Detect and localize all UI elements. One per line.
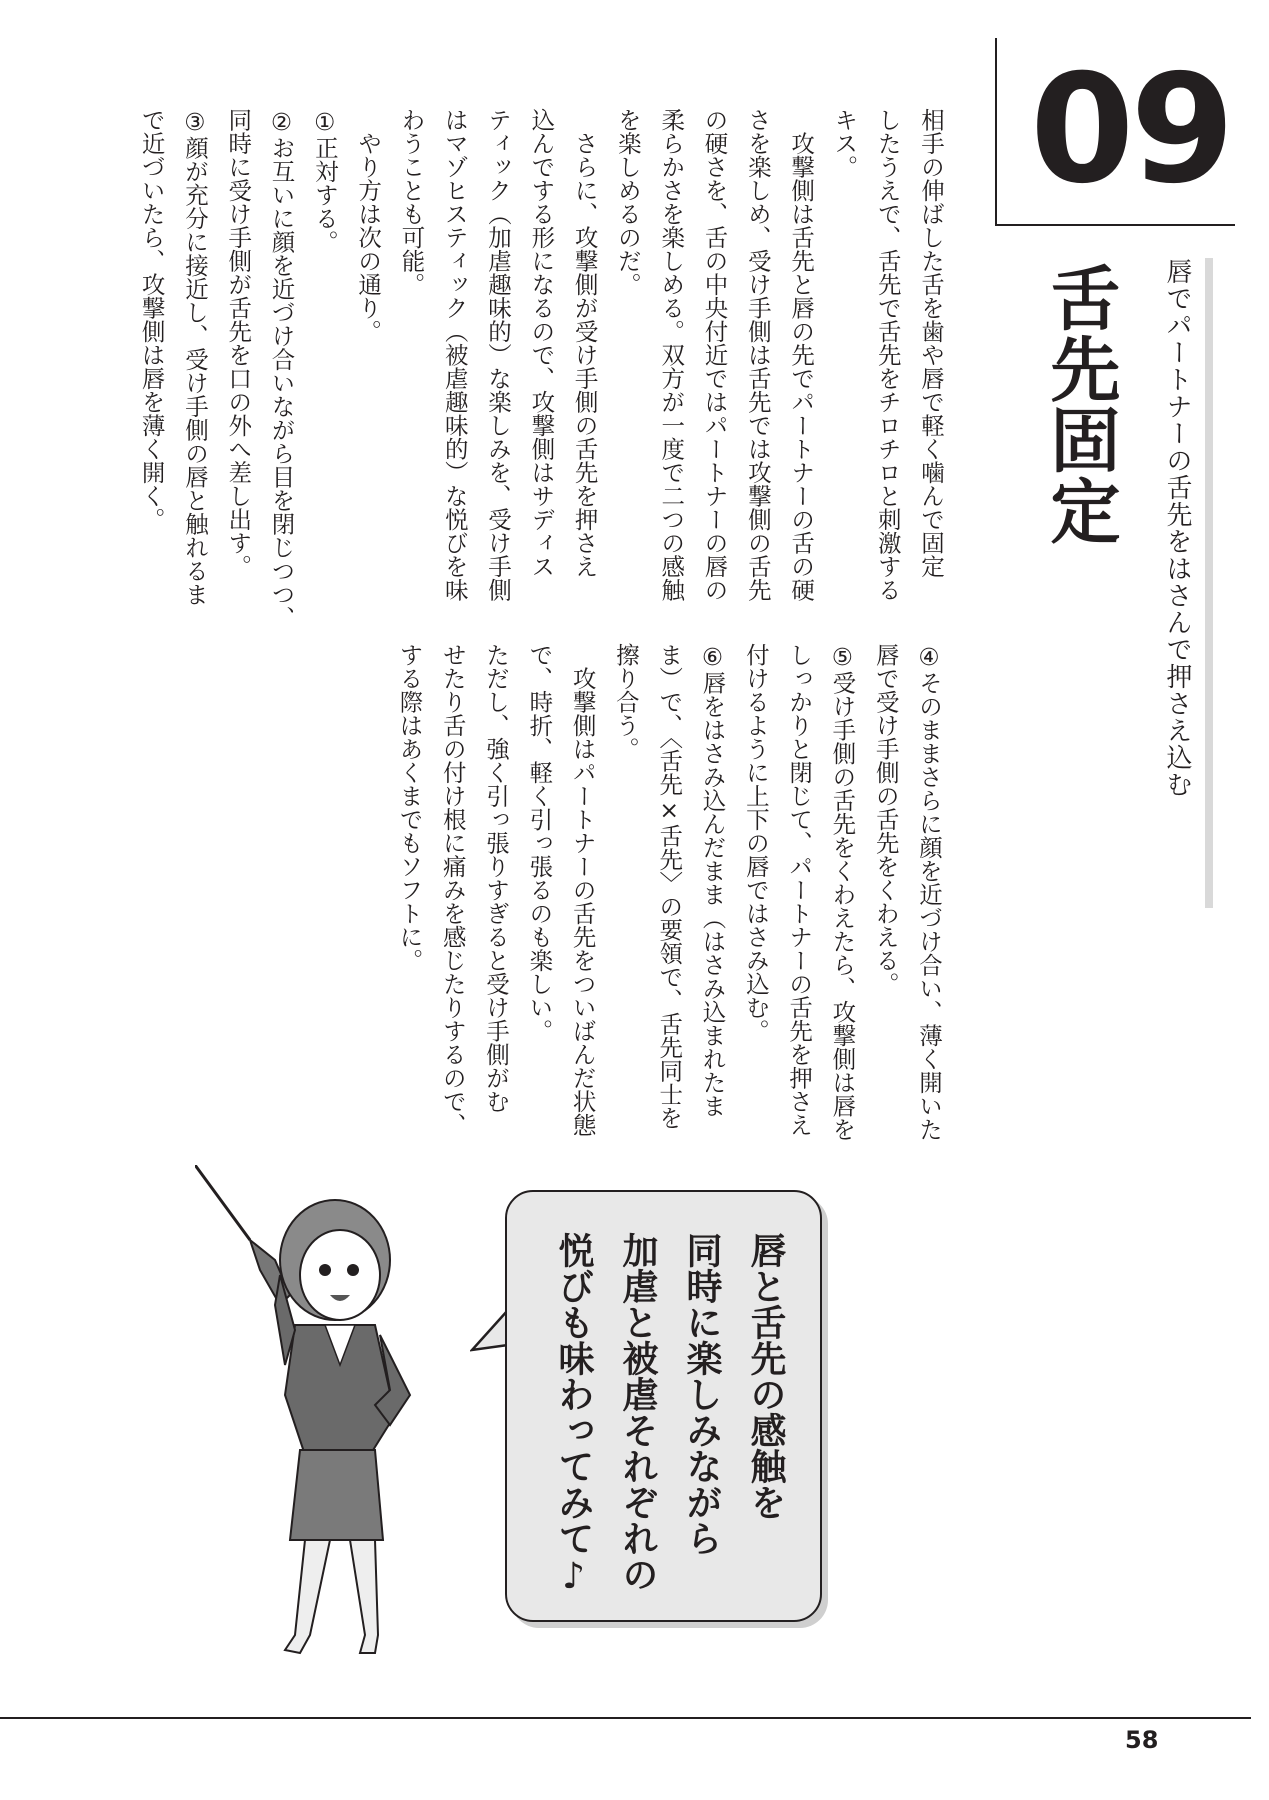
text-column: を楽しめるのだ。	[613, 108, 642, 296]
speech-bubble-tail	[470, 1305, 510, 1365]
text-column: やり方は次の通り。	[354, 108, 383, 343]
text-column: したうえで、舌先で舌先をチロチロと刺激する	[873, 108, 902, 602]
page-title: 舌先固定	[1039, 262, 1121, 546]
speech-bubble-text	[537, 1232, 797, 1597]
text-column: 付けるように上下の唇ではさみ込む。	[741, 643, 770, 1043]
page-subtitle: 唇でパートナーの舌先をはさんで押さえ込む	[1162, 258, 1192, 798]
subtitle-accent-bar	[1205, 258, 1213, 908]
bubble-line: 加虐と被虐それぞれの	[617, 1232, 658, 1592]
text-column: 相手の伸ばした舌を歯や唇で軽く噛んで固定	[917, 108, 945, 578]
text-column: ⑤受け手側の舌先をくわえたら、攻撃側は唇を	[828, 643, 857, 1141]
text-column: さらに、攻撃側が受け手側の舌先を押さえ	[570, 108, 599, 578]
text-column: する際はあくまでもソフトに。	[395, 643, 424, 972]
text-column: 擦り合う。	[611, 643, 640, 761]
text-column: 柔らかさを楽しめる。双方が一度で二つの感触	[657, 108, 686, 602]
text-column: ④そのままさらに顔を近づけ合い、薄く開いた	[915, 643, 943, 1141]
text-column: さを楽しめ、受け手側は舌先では攻撃側の舌先	[743, 108, 772, 602]
text-column: ③顔が充分に接近し、受け手側の唇と触れるま	[180, 108, 209, 606]
body-text-upper	[129, 108, 952, 630]
text-column: ま）で、〈舌先×舌先〉の要領で、舌先同士を	[655, 643, 684, 1130]
speech-bubble	[505, 1190, 822, 1622]
text-column: 込んでする形になるので、攻撃側はサディス	[527, 108, 556, 578]
bubble-line: 同時に楽しみながら	[681, 1232, 722, 1556]
text-column: 攻撃側は舌先と唇の先でパートナーの舌の硬	[787, 108, 816, 602]
bubble-line: 唇と舌先の感触を	[745, 1232, 786, 1520]
bubble-line: 悦びも味わってみて♪	[553, 1232, 594, 1597]
text-column: キス。	[830, 108, 859, 179]
text-column: せたり舌の付け根に痛みを感じたりするので、	[438, 643, 467, 1137]
text-column: の硬さを、舌の中央付近ではパートナーの唇の	[700, 108, 729, 602]
text-column: で近づいたら、攻撃側は唇を薄く開く。	[137, 108, 166, 531]
text-column: 同時に受け手側が舌先を口の外へ差し出す。	[224, 108, 253, 578]
text-column: 唇で受け手側の舌先をくわえる。	[871, 643, 900, 996]
text-column: はマゾヒスティック（被虐趣味的）な悦びを味	[440, 108, 469, 602]
text-column: で、時折、軽く引っ張るのも楽しい。	[525, 643, 554, 1043]
page-number: 58	[1125, 1726, 1159, 1754]
text-column: ただし、強く引っ張りすぎると受け手側がむ	[482, 643, 511, 1113]
body-text-lower	[387, 643, 950, 1141]
text-column: しっかりと閉じて、パートナーの舌先を押さえ	[785, 643, 814, 1137]
instructor-illustration	[195, 1165, 505, 1665]
text-column: 攻撃側はパートナーの舌先をついばんだ状態	[568, 643, 597, 1137]
chapter-number: 09	[1030, 43, 1231, 217]
text-column: ⑥唇をはさみ込んだまま（はさみ込まれたま	[698, 643, 727, 1118]
text-column: ②お互いに顔を近づけ合いながら目を閉じつつ、	[267, 108, 296, 630]
text-column: ①正対する。	[310, 108, 339, 254]
text-column: ティック（加虐趣味的）な楽しみを、受け手側	[484, 108, 513, 602]
text-column: わうことも可能。	[397, 108, 426, 296]
footer-divider	[0, 1717, 1251, 1719]
